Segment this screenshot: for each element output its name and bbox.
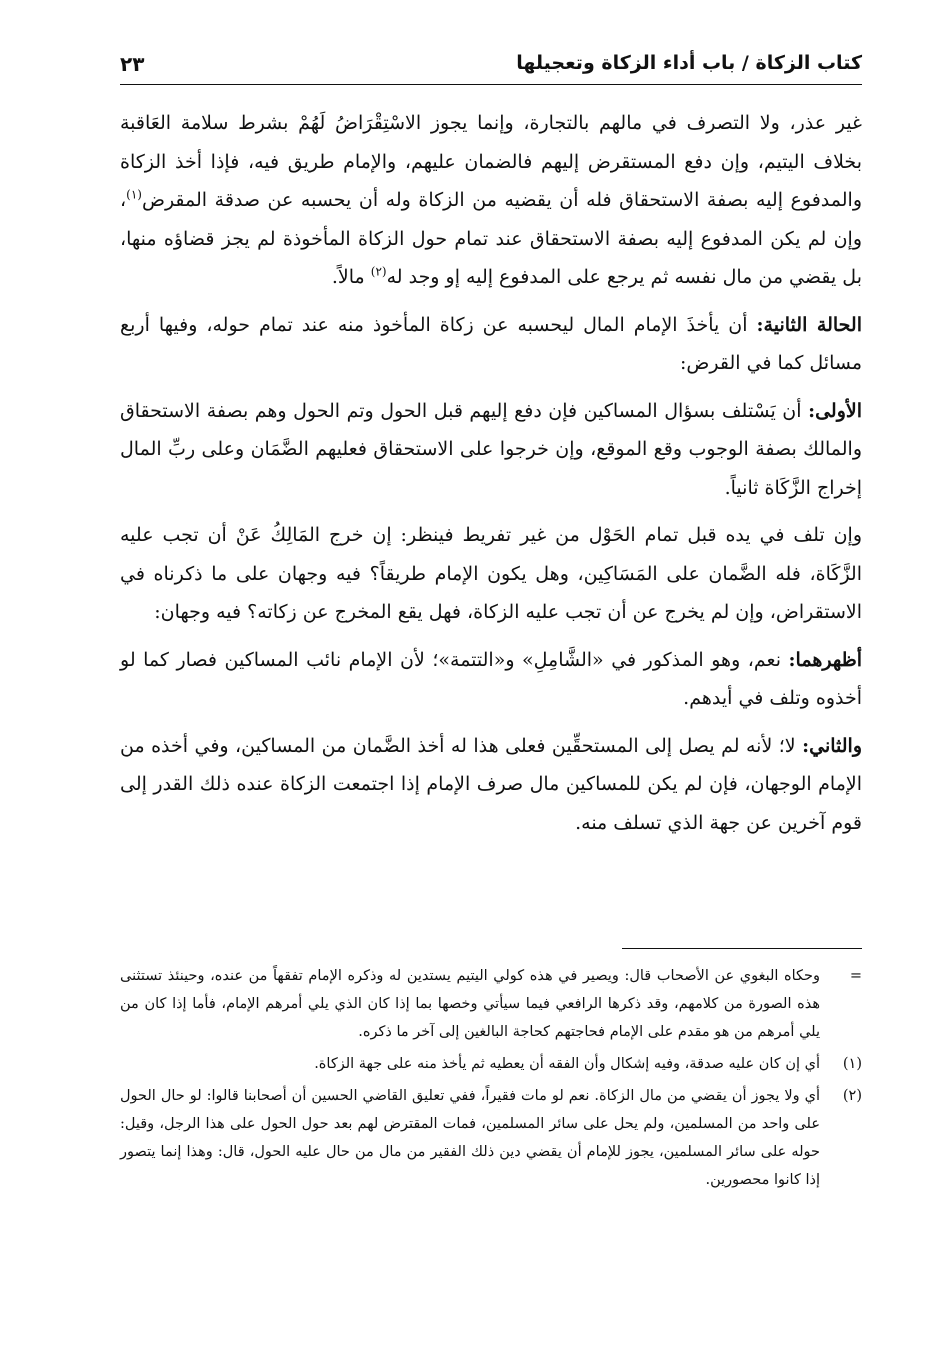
paragraph — [120, 306, 862, 383]
paragraph — [120, 516, 862, 632]
section-lead: الحالة الثانية: — [756, 313, 862, 336]
footnote-marker: (١) — [842, 1056, 862, 1072]
section-lead: أظهرهما: — [788, 648, 862, 671]
footnote-ref-1: (١) — [126, 187, 142, 202]
page-header — [120, 48, 862, 85]
paragraph-text: أن يَسْتلف بسؤال المساكين فإن دفع إليهم قبل الحول وتم الحول وهم بصفة الاستحقاق والمالك بصفة الوجوب وقع الموقع، وإن خرجوا على الاستحقاق فعليهم الضَّمَان وعلى ربِّ المال إخراج الزَّكَاة ثانياً. — [120, 399, 862, 499]
paragraph-text: وإن تلف في يده قبل تمام الحَوْل من غير تفريط فينظر: إن خرج المَالِكُ عَنْ أن تجب عليه الزَّكَاة، فله الضَّمان على المَسَاكِين، وهل يكون الإمام طريقاً؟ فيه وجهان على ما ذكرناه في الاستقراض، وإن لم يخرج عن أن تجب عليه الزكاة، فهل يقع المخرج عن زكاته؟ فيه وجهان: — [120, 524, 862, 623]
main-text — [120, 104, 862, 851]
footnote-text: أي ولا يجوز أن يقضي من مال الزكاة. نعم لو مات فقيراً، ففي تعليق القاضي الحسين أن أصحابنا قالوا: لو حال الحول على واحد من المسلمين، ولم يحل على سائر المسلمين، فمات المقترض لهم بعد حول الحول على هذا الرجل، وقيل: حوله على سائر المسلمين، يجوز للإمام أن يقضي دين ذلك الفقير من مال من حال عليه الحول، قال: وهذا إنما يتصور إذا كانوا محصورين. — [120, 1088, 820, 1188]
footnote-2 — [120, 1082, 862, 1194]
footnote-continuation — [120, 962, 862, 1046]
section-lead: الأولى: — [808, 399, 862, 422]
page-number: ٢٣ — [120, 52, 145, 76]
paragraph — [120, 727, 862, 843]
section-lead: والثاني: — [802, 734, 862, 757]
paragraph-text: لا؛ لأنه لم يصل إلى المستحقِّين فعلى هذا له أخذ الضَّمان من المساكين، وفي أخذه من الإمام الوجهان، فإن لم يكن للمساكين مال صرف الإمام إذا اجتمعت الزكاة عنده ذلك القدر إلى قوم آخرين عن جهة الذي تسلف منه. — [120, 734, 862, 834]
paragraph-text: مالاً. — [331, 266, 371, 288]
paragraph-text: غير عذر، ولا التصرف في مالهم بالتجارة، وإنما يجوز الاسْتِقْرَاضُ لَهُمْ بشرط سلامة العَاقبة بخلاف اليتيم، وإن دفع المستقرض إليهم فالضمان عليهم، والإمام طريق فيه، فإذا أخذ الزكاة والمدفوع إليه بصفة الاستحقاق فله أن يقضيه من الزكاة وله أن يحسبه عن صدقة المقرض — [120, 112, 862, 211]
paragraph — [120, 641, 862, 718]
footnote-divider — [622, 948, 862, 949]
footnote-ref-2: (٢) — [370, 264, 387, 279]
running-title: كتاب الزكاة / باب أداء الزكاة وتعجيلها — [516, 52, 862, 74]
paragraph-text: ، وإن لم يكن المدفوع إليه بصفة الاستحقاق عند تمام حول الزكاة المأخوذة لم يجز قضاؤه منها، بل يقضي من مال نفسه ثم يرجع على المدفوع إليه إو وجد له — [120, 189, 863, 288]
footnote-marker: = — [849, 968, 862, 984]
footnote-text: وحكاه البغوي عن الأصحاب قال: ويصير في هذه كولي اليتيم يستدين له وذكره الإمام تفقهاً من عنده، وحينئذ تستثنى هذه الصورة من كلامهم، وقد ذكرها الرافعي فيما سيأتي وخصها بما إذا كان الذي يلي أمرهم الإمام، فأما إذا كان من يلي أمرهم من هو مقدم على الإمام فحاجتهم كحاجة البالغين إلى آخر ما ذكره. — [120, 968, 820, 1040]
footnotes — [120, 962, 862, 1198]
paragraph-text: نعم، وهو المذكور في «الشَّامِلِ» و«التتمة»؛ لأن الإمام نائب المساكين فصار كما لو أخذوه وتلف في أيدهم. — [120, 648, 862, 709]
footnote-text: أي إن كان عليه صدقة، وفيه إشكال وأن الفقه أن يعطيه ثم يأخذ منه على جهة الزكاة. — [314, 1056, 820, 1072]
paragraph-text: أن يأخذَ الإمام المال ليحسبه عن زكاة المأخوذ منه عند تمام حوله، وفيها أربع مسائل كما في القرض: — [120, 313, 862, 374]
footnote-1 — [120, 1050, 862, 1078]
paragraph — [120, 104, 862, 297]
paragraph — [120, 392, 862, 508]
footnote-marker: (٢) — [842, 1088, 862, 1104]
